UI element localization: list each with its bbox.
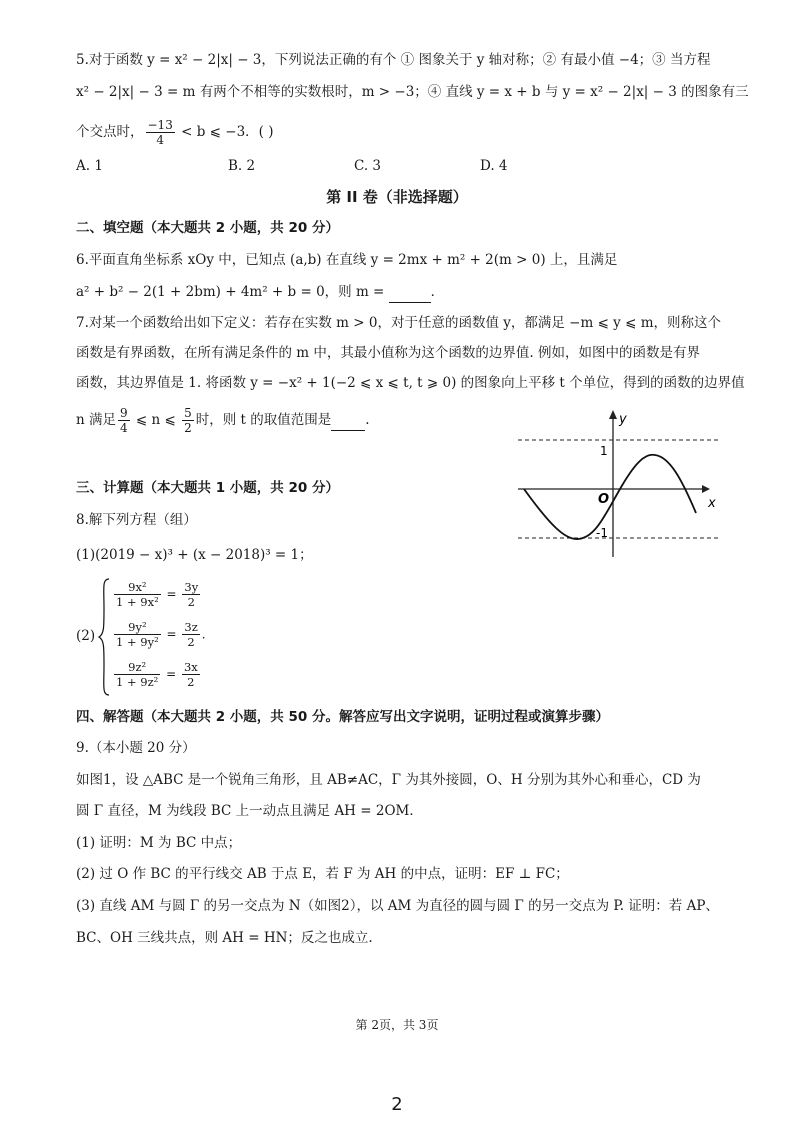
- y-axis-label: y: [619, 412, 627, 427]
- eq2-rhs: [182, 620, 199, 649]
- q7-answer-blank: [331, 410, 365, 431]
- y-axis-arrow-icon: [609, 410, 617, 419]
- q7-line4-end: .: [365, 412, 370, 428]
- q8-equation-2: $\frac{\text{9y²}}{\text{1 + 9y²}}$ = $\frac{3z}{2}$ ．: [116, 620, 214, 649]
- q5-line3-post: < b ⩽ −3．( ): [176, 124, 274, 140]
- eq2-lhs: [114, 620, 161, 649]
- q5-line2: x² − 2|x| − 3 = m 有两个不相等的实数根时，m > −3；④ 直线 y = x + b 与 y = x² − 2|x| − 3 的图象有三: [76, 84, 749, 100]
- q7-fraction-2-num: 5: [184, 406, 192, 420]
- q5-option-a: A. 1: [76, 158, 103, 174]
- q6-line2-pre: a² + b² − 2(1 + 2bm) + 4m² + b = 0，则 m =: [76, 284, 389, 300]
- eq3-rhs-num: 3x: [183, 660, 198, 674]
- q5-line3: [76, 118, 273, 147]
- page-number: 2: [391, 1094, 403, 1115]
- q7-fraction-1-den: 4: [120, 421, 128, 435]
- q9-head: 9.（本小题 20 分）: [76, 740, 196, 756]
- q7-line4-mid: ⩽ n ⩽: [131, 412, 181, 428]
- left-brace-icon: [98, 578, 110, 696]
- eq1-lhs-den: 1 + 9x²: [116, 595, 159, 609]
- part2-title: 第 II 卷（非选择题）: [326, 188, 468, 206]
- q8-title: 8.解下列方程（组）: [76, 512, 197, 528]
- q7-fraction-1-num: 9: [120, 406, 128, 420]
- eq1-rhs-den: 2: [187, 595, 195, 609]
- q6-line2-post: ．: [430, 284, 445, 300]
- section4-title: 四、解答题（本大题共 2 小题，共 50 分。解答应写出文字说明，证明过程或演算步骤）: [76, 709, 609, 725]
- q9-line1: 如图1，设 △ABC 是一个锐角三角形，且 AB≠AC，Γ 为其外接圆，O、H 分别为其外心和垂心，CD 为: [76, 772, 701, 788]
- origin-label: O: [598, 492, 610, 507]
- q7-line3: 函数，其边界值是 1. 将函数 y = −x² + 1(−2 ⩽ x ⩽ t, t ⩾ 0) 的图象向上平移 t 个单位，得到的函数的边界值: [76, 375, 745, 391]
- x-axis-label: x: [708, 496, 716, 511]
- q8-equation-system: [76, 578, 236, 698]
- q7-fraction-2: [182, 406, 194, 435]
- x-axis-arrow-icon: [702, 485, 710, 493]
- tick-label-neg-one: -1: [596, 526, 608, 540]
- q7-line4-pre: n 满足: [76, 412, 116, 428]
- q5-fraction: [146, 118, 175, 147]
- q9-line2: 圆 Γ 直径，M 为线段 BC 上一动点且满足 AH = 2OM．: [76, 803, 423, 819]
- q5-fraction-num: −13: [147, 118, 173, 132]
- eq3-lhs-num: 9z²: [114, 660, 160, 675]
- tick-label-one: 1: [600, 444, 608, 458]
- q5-line3-pre: 个交点时，: [76, 124, 144, 140]
- q8-part2-label: (2): [76, 628, 96, 644]
- q6-line2: [76, 282, 444, 303]
- q7-line4: [76, 406, 370, 435]
- q5-option-c: C. 3: [354, 158, 382, 174]
- eq1-rhs-num: 3y: [184, 580, 199, 594]
- sine-graph-figure: [510, 405, 730, 565]
- eq1-lhs: [114, 580, 161, 609]
- q7-line2: 函数是有界函数，在所有满足条件的 m 中，其最小值称为这个函数的边界值. 例如，如图中的函数是有界: [76, 345, 700, 361]
- eq3-lhs-den: 1 + 9z²: [116, 675, 159, 689]
- q5-fraction-den: 4: [156, 133, 164, 147]
- q6-line1: 6.平面直角坐标系 xOy 中，已知点 (a,b) 在直线 y = 2mx + m² + 2(m > 0) 上，且满足: [76, 252, 618, 268]
- page-footer: 第 2页，共 3页: [355, 1018, 439, 1032]
- q9-part1: (1) 证明：M 为 BC 中点；: [76, 835, 242, 851]
- q9-part2: (2) 过 O 作 BC 的平行线交 AB 于点 E，若 F 为 AH 的中点，证明：EF ⊥ FC；: [76, 866, 569, 882]
- q8-equation-1: $\frac{\text{9x²}}{\text{1 + 9x²}}$ = $\frac{3y}{2}$: [116, 580, 199, 609]
- eq2-lhs-den: 1 + 9y²: [116, 635, 159, 649]
- q7-fraction-2-den: 2: [184, 421, 192, 435]
- q8-equation-3: $\frac{\text{9z²}}{\text{1 + 9z²}}$ = $\frac{3x}{2}$: [116, 660, 198, 689]
- eq2-rhs-den: 2: [187, 635, 195, 649]
- q5-option-d: D. 4: [480, 158, 508, 174]
- function-curve: [524, 455, 696, 539]
- q9-part3-line2: BC、OH 三线共点，则 AH = HN；反之也成立.: [76, 930, 373, 946]
- q7-line4-post: 时，则 t 的取值范围是: [195, 412, 332, 428]
- q9-part3-line1: (3) 直线 AM 与圆 Γ 的另一交点为 N（如图2），以 AM 为直径的圆与圆 Γ 的另一交点为 P. 证明：若 AP、: [76, 898, 719, 914]
- eq2-lhs-num: 9y²: [114, 620, 161, 635]
- eq3-lhs: [114, 660, 160, 689]
- q7-line1: 7.对某一个函数给出如下定义：若存在实数 m > 0，对于任意的函数值 y，都满足 −m ⩽ y ⩽ m，则称这个: [76, 315, 721, 331]
- eq1-rhs: [182, 580, 200, 609]
- q8-part1: (1)(2019 − x)³ + (x − 2018)³ = 1；: [76, 547, 313, 563]
- section2-title: 二、填空题（本大题共 2 小题，共 20 分）: [76, 220, 339, 236]
- q5-option-b: B. 2: [228, 158, 256, 174]
- section3-title: 三、计算题（本大题共 1 小题，共 20 分）: [76, 480, 339, 496]
- eq1-lhs-num: 9x²: [114, 580, 161, 595]
- eq2-rhs-num: 3z: [184, 620, 198, 634]
- q5-line1: 5.对于函数 y = x² − 2|x| − 3，下列说法正确的有个 ① 图象关于 y 轴对称；② 有最小值 −4；③ 当方程: [76, 52, 711, 68]
- q6-answer-blank: [389, 282, 431, 303]
- q7-fraction-1: [118, 406, 130, 435]
- q8-system-end: ．: [201, 627, 214, 641]
- eq3-rhs: [182, 660, 200, 689]
- eq3-rhs-den: 2: [187, 675, 195, 689]
